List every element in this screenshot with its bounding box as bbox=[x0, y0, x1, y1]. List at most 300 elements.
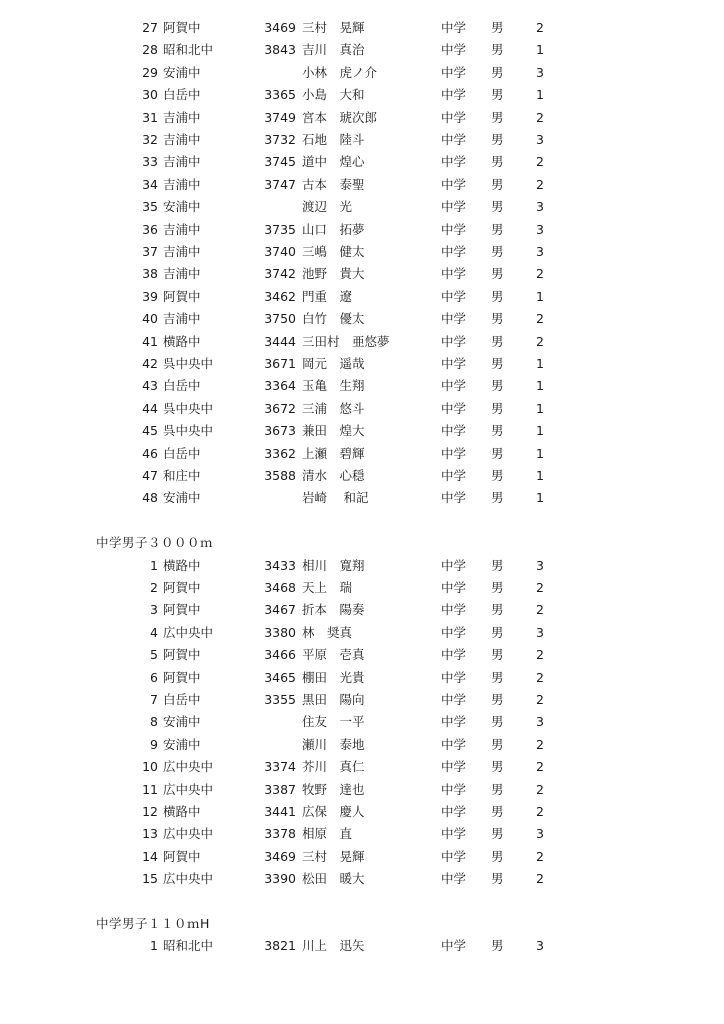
bib-number: 3441 bbox=[264, 804, 296, 819]
row-number: 28 bbox=[142, 42, 158, 58]
entry-row bbox=[0, 823, 724, 845]
school-name: 吉浦中 bbox=[163, 221, 201, 237]
entry-row bbox=[0, 756, 724, 778]
athlete-name: 林 奨真 bbox=[302, 624, 353, 640]
bib-number: 3364 bbox=[264, 378, 296, 394]
category: 中学 bbox=[441, 333, 467, 349]
bib-number: 3433 bbox=[264, 557, 296, 573]
category: 中学 bbox=[441, 736, 467, 752]
row-number: 47 bbox=[142, 468, 158, 483]
sex: 男 bbox=[491, 826, 504, 842]
grade: 1 bbox=[536, 288, 544, 304]
athlete-name: 折本 陽奏 bbox=[302, 602, 365, 618]
sex: 男 bbox=[491, 624, 504, 640]
row-number: 39 bbox=[142, 288, 158, 304]
grade: 2 bbox=[536, 266, 544, 282]
bib-number: 3467 bbox=[264, 602, 296, 618]
sex: 男 bbox=[491, 154, 504, 170]
school-name: 阿賀中 bbox=[163, 288, 201, 304]
category: 中学 bbox=[441, 311, 467, 327]
bib-number: 3843 bbox=[264, 42, 296, 58]
row-number: 42 bbox=[142, 356, 158, 371]
athlete-name: 白竹 優太 bbox=[302, 311, 365, 327]
entry-row bbox=[0, 577, 724, 599]
bib-number: 3387 bbox=[264, 781, 296, 797]
grade: 2 bbox=[536, 669, 544, 685]
entry-row bbox=[0, 196, 724, 218]
grade: 1 bbox=[536, 42, 544, 58]
grade: 2 bbox=[536, 109, 544, 125]
category: 中学 bbox=[441, 647, 467, 663]
grade: 3 bbox=[536, 199, 544, 215]
grade: 3 bbox=[536, 221, 544, 237]
row-number: 5 bbox=[150, 647, 158, 663]
athlete-name: 棚田 光貴 bbox=[302, 669, 365, 685]
sex: 男 bbox=[491, 423, 504, 439]
athlete-name: 住友 一平 bbox=[302, 714, 365, 730]
sex: 男 bbox=[491, 311, 504, 327]
bib-number: 3444 bbox=[264, 333, 296, 349]
school-name: 呉中央中 bbox=[163, 400, 214, 416]
grade: 1 bbox=[536, 378, 544, 394]
athlete-name: 瀬川 泰地 bbox=[302, 736, 365, 752]
entry-row bbox=[0, 846, 724, 868]
grade: 2 bbox=[536, 736, 544, 752]
row-number: 2 bbox=[150, 580, 158, 595]
sex: 男 bbox=[491, 736, 504, 752]
category: 中学 bbox=[441, 602, 467, 618]
category: 中学 bbox=[441, 356, 467, 371]
sex: 男 bbox=[491, 759, 504, 775]
entry-row bbox=[0, 420, 724, 442]
grade: 2 bbox=[536, 647, 544, 663]
school-name: 安浦中 bbox=[163, 490, 201, 506]
entry-row bbox=[0, 734, 724, 756]
row-number: 8 bbox=[150, 714, 158, 730]
grade: 1 bbox=[536, 356, 544, 371]
bib-number: 3468 bbox=[264, 580, 296, 595]
school-name: 和庄中 bbox=[163, 468, 201, 483]
category: 中学 bbox=[441, 176, 467, 192]
sex: 男 bbox=[491, 42, 504, 58]
bib-number: 3390 bbox=[264, 871, 296, 887]
sex: 男 bbox=[491, 20, 504, 35]
category: 中学 bbox=[441, 423, 467, 439]
category: 中学 bbox=[441, 468, 467, 483]
category: 中学 bbox=[441, 692, 467, 707]
row-number: 1 bbox=[150, 938, 158, 954]
bib-number: 3378 bbox=[264, 826, 296, 842]
entry-row bbox=[0, 465, 724, 487]
row-number: 31 bbox=[142, 109, 158, 125]
school-name: 横路中 bbox=[163, 804, 201, 819]
grade: 2 bbox=[536, 176, 544, 192]
sex: 男 bbox=[491, 400, 504, 416]
category: 中学 bbox=[441, 804, 467, 819]
category: 中学 bbox=[441, 759, 467, 775]
category: 中学 bbox=[441, 400, 467, 416]
bib-number: 3821 bbox=[264, 938, 296, 954]
bib-number: 3365 bbox=[264, 87, 296, 103]
bib-number: 3671 bbox=[264, 356, 296, 371]
category: 中学 bbox=[441, 580, 467, 595]
row-number: 15 bbox=[142, 871, 158, 887]
grade: 2 bbox=[536, 311, 544, 327]
sex: 男 bbox=[491, 64, 504, 80]
row-number: 43 bbox=[142, 378, 158, 394]
grade: 1 bbox=[536, 423, 544, 439]
category: 中学 bbox=[441, 445, 467, 461]
school-name: 横路中 bbox=[163, 333, 201, 349]
grade: 2 bbox=[536, 602, 544, 618]
school-name: 広中央中 bbox=[163, 624, 214, 640]
school-name: 安浦中 bbox=[163, 714, 201, 730]
category: 中学 bbox=[441, 826, 467, 842]
bib-number: 3735 bbox=[264, 221, 296, 237]
sex: 男 bbox=[491, 938, 504, 954]
category: 中学 bbox=[441, 871, 467, 887]
row-number: 9 bbox=[150, 736, 158, 752]
athlete-name: 相川 寛翔 bbox=[302, 557, 365, 573]
entry-row bbox=[0, 599, 724, 621]
athlete-name: 池野 貴大 bbox=[302, 266, 365, 282]
entry-row bbox=[0, 644, 724, 666]
athlete-name: 相原 直 bbox=[302, 826, 353, 842]
entry-row bbox=[0, 241, 724, 263]
sex: 男 bbox=[491, 580, 504, 595]
sex: 男 bbox=[491, 647, 504, 663]
row-number: 33 bbox=[142, 154, 158, 170]
entry-row bbox=[0, 84, 724, 106]
athlete-name: 道中 煌心 bbox=[302, 154, 365, 170]
school-name: 阿賀中 bbox=[163, 580, 201, 595]
category: 中学 bbox=[441, 781, 467, 797]
bib-number: 3380 bbox=[264, 624, 296, 640]
school-name: 安浦中 bbox=[163, 736, 201, 752]
entry-row bbox=[0, 555, 724, 577]
sex: 男 bbox=[491, 468, 504, 483]
category: 中学 bbox=[441, 266, 467, 282]
bib-number: 3747 bbox=[264, 176, 296, 192]
row-number: 6 bbox=[150, 669, 158, 685]
bib-number: 3355 bbox=[264, 692, 296, 707]
athlete-name: 門重 遼 bbox=[302, 288, 353, 304]
entry-row bbox=[0, 801, 724, 823]
category: 中学 bbox=[441, 938, 467, 954]
athlete-name: 黒田 陽向 bbox=[302, 692, 365, 707]
athlete-name: 芥川 真仁 bbox=[302, 759, 365, 775]
sex: 男 bbox=[491, 132, 504, 147]
grade: 1 bbox=[536, 87, 544, 103]
sex: 男 bbox=[491, 87, 504, 103]
entry-row bbox=[0, 151, 724, 173]
grade: 1 bbox=[536, 445, 544, 461]
athlete-name: 渡辺 光 bbox=[302, 199, 353, 215]
bib-number: 3588 bbox=[264, 468, 296, 483]
entry-row bbox=[0, 375, 724, 397]
bib-number: 3362 bbox=[264, 445, 296, 461]
category: 中学 bbox=[441, 64, 467, 80]
athlete-name: 松田 暖大 bbox=[302, 871, 365, 887]
entry-row bbox=[0, 62, 724, 84]
category: 中学 bbox=[441, 199, 467, 215]
entry-row bbox=[0, 308, 724, 330]
entry-row bbox=[0, 398, 724, 420]
sex: 男 bbox=[491, 714, 504, 730]
row-number: 35 bbox=[142, 199, 158, 215]
grade: 2 bbox=[536, 154, 544, 170]
grade: 2 bbox=[536, 759, 544, 775]
athlete-name: 上瀬 碧輝 bbox=[302, 445, 365, 461]
bib-number: 3673 bbox=[264, 423, 296, 439]
bib-number: 3740 bbox=[264, 244, 296, 259]
row-number: 48 bbox=[142, 490, 158, 506]
grade: 1 bbox=[536, 400, 544, 416]
bib-number: 3742 bbox=[264, 266, 296, 282]
sex: 男 bbox=[491, 871, 504, 887]
athlete-name: 平原 壱真 bbox=[302, 647, 365, 663]
school-name: 白岳中 bbox=[163, 692, 201, 707]
row-number: 29 bbox=[142, 64, 158, 80]
category: 中学 bbox=[441, 490, 467, 506]
grade: 3 bbox=[536, 826, 544, 842]
grade: 3 bbox=[536, 938, 544, 954]
entry-row bbox=[0, 868, 724, 890]
bib-number: 3465 bbox=[264, 669, 296, 685]
school-name: 吉浦中 bbox=[163, 109, 201, 125]
category: 中学 bbox=[441, 288, 467, 304]
entry-row bbox=[0, 353, 724, 375]
athlete-name: 三村 晃輝 bbox=[302, 20, 365, 35]
category: 中学 bbox=[441, 132, 467, 147]
row-number: 4 bbox=[150, 624, 158, 640]
category: 中学 bbox=[441, 154, 467, 170]
school-name: 広中央中 bbox=[163, 826, 214, 842]
school-name: 白岳中 bbox=[163, 378, 201, 394]
row-number: 44 bbox=[142, 400, 158, 416]
school-name: 広中央中 bbox=[163, 759, 214, 775]
grade: 2 bbox=[536, 871, 544, 887]
school-name: 白岳中 bbox=[163, 445, 201, 461]
bib-number: 3749 bbox=[264, 109, 296, 125]
bib-number: 3750 bbox=[264, 311, 296, 327]
row-number: 3 bbox=[150, 602, 158, 618]
sex: 男 bbox=[491, 490, 504, 506]
school-name: 昭和北中 bbox=[163, 42, 214, 58]
bib-number: 3466 bbox=[264, 647, 296, 663]
sex: 男 bbox=[491, 692, 504, 707]
category: 中学 bbox=[441, 848, 467, 864]
row-number: 37 bbox=[142, 244, 158, 259]
section-title: 中学男子１１０ｍH bbox=[96, 916, 210, 931]
row-number: 11 bbox=[142, 781, 158, 797]
sex: 男 bbox=[491, 199, 504, 215]
school-name: 吉浦中 bbox=[163, 244, 201, 259]
entry-row bbox=[0, 667, 724, 689]
school-name: 呉中央中 bbox=[163, 356, 214, 371]
bib-number: 3374 bbox=[264, 759, 296, 775]
grade: 3 bbox=[536, 557, 544, 573]
grade: 3 bbox=[536, 64, 544, 80]
bib-number: 3745 bbox=[264, 154, 296, 170]
entry-row bbox=[0, 286, 724, 308]
athlete-name: 兼田 煌大 bbox=[302, 423, 365, 439]
entry-row bbox=[0, 17, 724, 39]
bib-number: 3469 bbox=[264, 20, 296, 35]
athlete-name: 石地 陸斗 bbox=[302, 132, 365, 147]
sex: 男 bbox=[491, 266, 504, 282]
sex: 男 bbox=[491, 557, 504, 573]
athlete-name: 宮本 琥次郎 bbox=[302, 109, 378, 125]
grade: 3 bbox=[536, 244, 544, 259]
grade: 2 bbox=[536, 333, 544, 349]
athlete-name: 小林 虎ノ介 bbox=[302, 64, 378, 80]
section-title: 中学男子３０００ｍ bbox=[96, 535, 214, 551]
bib-number: 3732 bbox=[264, 132, 296, 147]
entry-row bbox=[0, 689, 724, 711]
athlete-name: 玉亀 生翔 bbox=[302, 378, 365, 394]
school-name: 白岳中 bbox=[163, 87, 201, 103]
entry-row bbox=[0, 779, 724, 801]
school-name: 昭和北中 bbox=[163, 938, 214, 954]
sex: 男 bbox=[491, 781, 504, 797]
athlete-name: 三浦 悠斗 bbox=[302, 400, 365, 416]
category: 中学 bbox=[441, 87, 467, 103]
row-number: 7 bbox=[150, 692, 158, 707]
athlete-name: 川上 迅矢 bbox=[302, 938, 365, 954]
row-number: 34 bbox=[142, 176, 158, 192]
school-name: 呉中央中 bbox=[163, 423, 214, 439]
athlete-name: 三村 晃輝 bbox=[302, 848, 365, 864]
row-number: 36 bbox=[142, 221, 158, 237]
school-name: 横路中 bbox=[163, 557, 201, 573]
row-number: 27 bbox=[142, 20, 158, 35]
grade: 2 bbox=[536, 848, 544, 864]
school-name: 安浦中 bbox=[163, 64, 201, 80]
grade: 1 bbox=[536, 468, 544, 483]
athlete-name: 岡元 遥哉 bbox=[302, 356, 365, 371]
sex: 男 bbox=[491, 378, 504, 394]
grade: 1 bbox=[536, 490, 544, 506]
school-name: 吉浦中 bbox=[163, 132, 201, 147]
row-number: 12 bbox=[142, 804, 158, 819]
category: 中学 bbox=[441, 624, 467, 640]
category: 中学 bbox=[441, 714, 467, 730]
category: 中学 bbox=[441, 221, 467, 237]
category: 中学 bbox=[441, 669, 467, 685]
grade: 2 bbox=[536, 804, 544, 819]
row-number: 30 bbox=[142, 87, 158, 103]
grade: 2 bbox=[536, 781, 544, 797]
school-name: 安浦中 bbox=[163, 199, 201, 215]
school-name: 吉浦中 bbox=[163, 311, 201, 327]
entry-row bbox=[0, 711, 724, 733]
entry-row bbox=[0, 935, 724, 957]
bib-number: 3672 bbox=[264, 400, 296, 416]
sex: 男 bbox=[491, 333, 504, 349]
grade: 3 bbox=[536, 714, 544, 730]
row-number: 46 bbox=[142, 445, 158, 461]
category: 中学 bbox=[441, 557, 467, 573]
row-number: 38 bbox=[142, 266, 158, 282]
athlete-name: 牧野 達也 bbox=[302, 781, 365, 797]
sex: 男 bbox=[491, 221, 504, 237]
row-number: 1 bbox=[150, 557, 158, 573]
category: 中学 bbox=[441, 42, 467, 58]
sex: 男 bbox=[491, 244, 504, 259]
school-name: 吉浦中 bbox=[163, 154, 201, 170]
sex: 男 bbox=[491, 848, 504, 864]
athlete-name: 小島 大和 bbox=[302, 87, 365, 103]
sex: 男 bbox=[491, 602, 504, 618]
sex: 男 bbox=[491, 445, 504, 461]
grade: 3 bbox=[536, 132, 544, 147]
school-name: 吉浦中 bbox=[163, 266, 201, 282]
athlete-name: 岩崎 和記 bbox=[302, 490, 369, 506]
sex: 男 bbox=[491, 669, 504, 685]
grade: 3 bbox=[536, 624, 544, 640]
entry-row bbox=[0, 622, 724, 644]
school-name: 阿賀中 bbox=[163, 602, 201, 618]
bib-number: 3469 bbox=[264, 848, 296, 864]
sex: 男 bbox=[491, 804, 504, 819]
school-name: 阿賀中 bbox=[163, 669, 201, 685]
row-number: 41 bbox=[142, 333, 158, 349]
row-number: 32 bbox=[142, 132, 158, 147]
athlete-name: 清水 心穏 bbox=[302, 468, 365, 483]
category: 中学 bbox=[441, 378, 467, 394]
entry-row bbox=[0, 263, 724, 285]
sex: 男 bbox=[491, 288, 504, 304]
athlete-name: 天上 瑞 bbox=[302, 580, 353, 595]
category: 中学 bbox=[441, 109, 467, 125]
entry-row bbox=[0, 219, 724, 241]
category: 中学 bbox=[441, 244, 467, 259]
entry-row bbox=[0, 331, 724, 353]
row-number: 14 bbox=[142, 848, 158, 864]
grade: 2 bbox=[536, 20, 544, 35]
entry-row bbox=[0, 129, 724, 151]
athlete-name: 吉川 真治 bbox=[302, 42, 365, 58]
bib-number: 3462 bbox=[264, 288, 296, 304]
row-number: 45 bbox=[142, 423, 158, 439]
entry-row bbox=[0, 443, 724, 465]
row-number: 10 bbox=[142, 759, 158, 775]
athlete-name: 三田村 亜悠夢 bbox=[302, 333, 390, 349]
school-name: 広中央中 bbox=[163, 781, 214, 797]
grade: 2 bbox=[536, 580, 544, 595]
school-name: 広中央中 bbox=[163, 871, 214, 887]
school-name: 阿賀中 bbox=[163, 647, 201, 663]
athlete-name: 三嶋 健太 bbox=[302, 244, 365, 259]
school-name: 吉浦中 bbox=[163, 176, 201, 192]
athlete-name: 山口 拓夢 bbox=[302, 221, 365, 237]
entry-row bbox=[0, 174, 724, 196]
grade: 2 bbox=[536, 692, 544, 707]
entry-row bbox=[0, 107, 724, 129]
athlete-name: 広保 慶人 bbox=[302, 804, 365, 819]
row-number: 40 bbox=[142, 311, 158, 327]
sex: 男 bbox=[491, 356, 504, 371]
entry-row bbox=[0, 39, 724, 61]
entry-row bbox=[0, 487, 724, 509]
sex: 男 bbox=[491, 176, 504, 192]
school-name: 阿賀中 bbox=[163, 20, 201, 35]
athlete-name: 古本 泰聖 bbox=[302, 176, 365, 192]
row-number: 13 bbox=[142, 826, 158, 842]
sex: 男 bbox=[491, 109, 504, 125]
category: 中学 bbox=[441, 20, 467, 35]
